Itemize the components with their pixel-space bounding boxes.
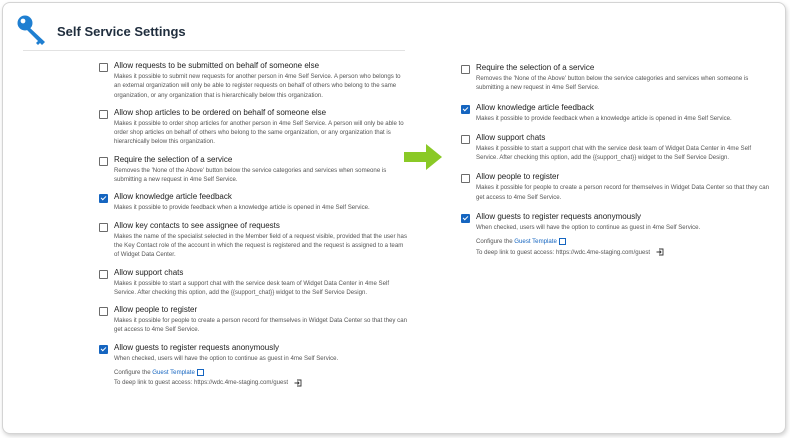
configure-prefix: Configure the	[114, 369, 151, 377]
option-knowledge-feedback	[99, 192, 409, 212]
guest-deep-link	[114, 378, 409, 387]
page-header	[15, 13, 186, 47]
option-people-register	[461, 172, 771, 202]
sign-in-icon[interactable]	[656, 248, 664, 256]
option-description: Makes the name of the specialist selected in the Member field of a request visible, provided that the user has the Key Contact role of the account in which the request is registered and the request is assigned to a team of Widget Data Center.	[114, 232, 407, 259]
option-label: Allow guests to register requests anonymously	[114, 342, 279, 352]
guest-template-link[interactable]: Guest Template	[152, 369, 195, 377]
option-description: Makes it possible for people to create a person record for themselves in Widget Data Center so that they can get access to 4me Self Service.	[476, 184, 769, 201]
option-label: Require the selection of a service	[476, 63, 595, 72]
checkbox-people-register[interactable]	[99, 307, 108, 316]
option-label: Allow requests to be submitted on behalf of someone else	[114, 61, 320, 70]
option-description: Removes the 'None of the Above' button below the service categories and services when someone is submitting a new request in 4me Self Service.	[114, 166, 387, 184]
option-label: Allow key contacts to see assignee of requests	[114, 220, 280, 230]
option-label: Allow people to register	[476, 172, 560, 182]
option-support-chats	[99, 268, 409, 298]
option-on-behalf-requests	[99, 61, 409, 100]
option-label: Allow support chats	[114, 267, 184, 277]
option-description: Makes it possible to provide feedback when a knowledge article is opened in 4me Self Service.	[114, 204, 370, 212]
external-link-icon	[559, 238, 566, 245]
configure-guest-template	[476, 237, 771, 246]
option-key-contacts	[99, 221, 409, 260]
option-on-behalf-shop	[99, 108, 409, 147]
checkbox-guests-anonymous[interactable]	[461, 214, 470, 223]
option-label: Allow knowledge article feedback	[114, 192, 232, 202]
deep-link-text: To deep link to guest access: https://wdc.4me-staging.com/guest	[114, 379, 289, 387]
checkbox-require-service[interactable]	[461, 65, 470, 74]
header-divider	[23, 50, 405, 51]
option-guests-anonymous	[99, 343, 409, 388]
option-label: Allow knowledge article feedback	[476, 102, 594, 112]
option-guests-anonymous	[461, 212, 771, 257]
checkbox-require-service[interactable]	[99, 157, 108, 166]
settings-before	[99, 61, 409, 388]
configure-prefix: Configure the	[476, 238, 513, 246]
checkbox-guests-anonymous[interactable]	[99, 345, 108, 354]
option-description: Makes it possible to submit new requests for another person in 4me Self Service. A person who belongs to an external organization will only be able to register requests on behalf of others who belong to the same organization, or any organization that is hierarchically below this organization.	[114, 73, 401, 99]
option-description: Makes it possible to start a support chat with the service desk team of Widget Data Center in 4me Self Service. After checking this option, add the {{support_chat}} widget to the Self Service Design.	[476, 144, 752, 162]
option-description: When checked, users will have the option to continue as guest in 4me Self Service.	[476, 224, 701, 232]
option-description: Makes it possible for people to create a person record for themselves in Widget Data Center so that they can get access to 4me Self Service.	[114, 317, 407, 334]
option-label: Require the selection of a service	[114, 154, 233, 164]
option-description: When checked, users will have the option to continue as guest in 4me Self Service.	[114, 354, 339, 362]
sign-in-icon[interactable]	[294, 379, 302, 387]
option-description: Removes the 'None of the Above' button below the service categories and services when someone is submitting a new request in 4me Self Service.	[476, 75, 749, 92]
option-people-register	[99, 305, 409, 335]
external-link-icon	[197, 369, 204, 376]
guest-template-link[interactable]: Guest Template	[514, 238, 557, 246]
option-description: Makes it possible to order shop articles for another person in 4me Self Service. A person will only be able to order shop articles on behalf of others who belong to the same organization, or any organization that is hierarchically below this organization.	[114, 119, 404, 146]
key-icon	[15, 13, 51, 47]
checkbox-on-behalf-shop[interactable]	[99, 110, 108, 119]
checkbox-support-chats[interactable]	[99, 270, 108, 279]
option-label: Allow shop articles to be ordered on behalf of someone else	[114, 107, 327, 117]
option-require-service	[461, 63, 771, 93]
deep-link-text: To deep link to guest access: https://wdc.4me-staging.com/guest	[476, 248, 651, 256]
option-label: Allow people to register	[114, 305, 198, 315]
configure-guest-template	[114, 368, 409, 377]
option-label: Allow guests to register requests anonymously	[476, 212, 641, 222]
settings-panel	[2, 2, 786, 434]
option-support-chats	[461, 133, 771, 163]
settings-after	[461, 63, 771, 257]
checkbox-people-register[interactable]	[461, 174, 470, 183]
guest-deep-link	[476, 248, 771, 257]
checkbox-knowledge-feedback[interactable]	[461, 105, 470, 114]
checkbox-support-chats[interactable]	[461, 135, 470, 144]
right-arrow-icon	[404, 142, 444, 172]
checkbox-key-contacts[interactable]	[99, 223, 108, 232]
option-knowledge-feedback	[461, 103, 771, 123]
option-description: Makes it possible to start a support chat with the service desk team of Widget Data Center in 4me Self Service. After checking this option, add the {{support_chat}} widget to the Self Service Design.	[114, 279, 390, 296]
page-title: Self Service Settings	[57, 23, 186, 39]
checkbox-on-behalf-requests[interactable]	[99, 63, 108, 72]
checkbox-knowledge-feedback[interactable]	[99, 194, 108, 203]
option-require-service	[99, 155, 409, 185]
option-label: Allow support chats	[476, 132, 546, 142]
option-description: Makes it possible to provide feedback when a knowledge article is opened in 4me Self Service.	[476, 114, 732, 122]
